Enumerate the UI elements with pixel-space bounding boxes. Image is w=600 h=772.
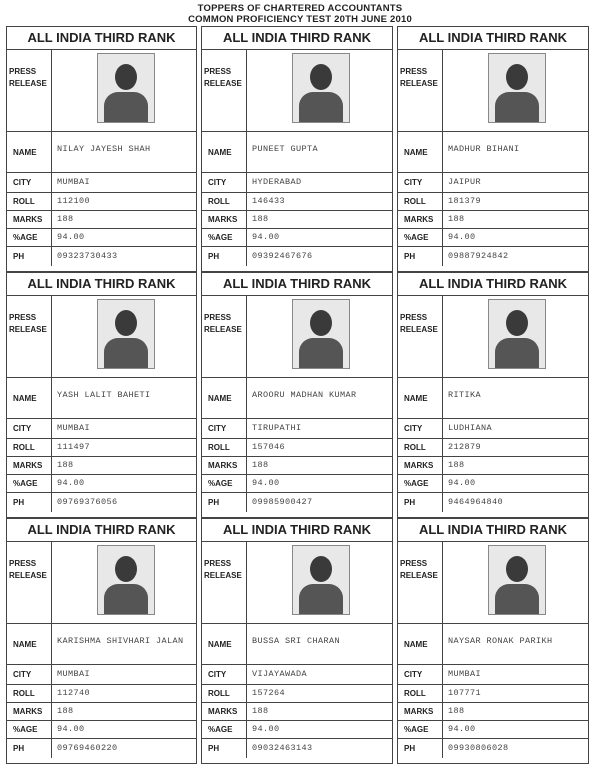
field-row-city	[202, 664, 392, 685]
field-row-ph	[398, 738, 588, 758]
field-row-marks	[398, 702, 588, 721]
field-label-marks: MARKS	[208, 706, 238, 716]
student-photo	[97, 545, 155, 615]
field-value-name: AROORU MADHAN KUMAR	[252, 390, 357, 400]
field-row-city	[202, 172, 392, 193]
field-row-marks	[7, 456, 196, 475]
student-photo	[292, 545, 350, 615]
field-label-city: CITY	[404, 423, 423, 433]
field-value-marks: 188	[448, 460, 465, 470]
field-value-ph: 9464964840	[448, 497, 504, 507]
press-release-row	[7, 295, 196, 378]
field-label-city: CITY	[208, 669, 227, 679]
field-value-ph: 09323730433	[57, 251, 118, 261]
field-label-roll: ROLL	[208, 442, 230, 452]
field-value-roll: 111497	[57, 442, 91, 452]
field-value-name: KARISHMA SHIVHARI JALAN	[57, 636, 184, 646]
field-value-pct: 94.00	[448, 724, 476, 734]
field-row-name	[398, 378, 588, 419]
field-value-pct: 94.00	[448, 232, 476, 242]
field-value-ph: 09930806028	[448, 743, 509, 753]
field-label-name: NAME	[208, 393, 232, 403]
field-value-roll: 181379	[448, 196, 482, 206]
field-value-ph: 09392467676	[252, 251, 313, 261]
field-row-marks	[7, 210, 196, 229]
field-row-ph	[398, 246, 588, 266]
page-header	[0, 4, 600, 25]
field-row-pct	[202, 474, 392, 493]
field-label-name: NAME	[208, 147, 232, 157]
field-value-roll: 157264	[252, 688, 286, 698]
field-value-roll: 112100	[57, 196, 91, 206]
field-label-city: CITY	[208, 423, 227, 433]
field-label-ph: PH	[404, 743, 416, 753]
field-row-roll	[202, 438, 392, 457]
topper-card	[201, 26, 393, 272]
field-label-city: CITY	[404, 177, 423, 187]
field-value-city: HYDERABAD	[252, 177, 302, 187]
topper-card	[397, 26, 589, 272]
field-value-name: MADHUR BIHANI	[448, 144, 520, 154]
field-value-marks: 188	[57, 460, 74, 470]
student-photo	[97, 53, 155, 123]
field-value-pct: 94.00	[57, 232, 85, 242]
press-release-row	[202, 295, 392, 378]
field-value-marks: 188	[448, 706, 465, 716]
field-value-city: JAIPUR	[448, 177, 482, 187]
field-value-ph: 09032463143	[252, 743, 313, 753]
field-label-pct: %AGE	[13, 724, 38, 734]
field-value-name: NAYSAR RONAK PARIKH	[448, 636, 553, 646]
field-label-name: NAME	[208, 639, 232, 649]
field-value-name: PUNEET GUPTA	[252, 144, 319, 154]
field-row-name	[202, 624, 392, 665]
field-label-ph: PH	[404, 497, 416, 507]
field-value-roll: 157046	[252, 442, 286, 452]
field-label-pct: %AGE	[208, 724, 233, 734]
press-release-label: PRESS RELEASE	[204, 313, 242, 334]
field-row-name	[398, 624, 588, 665]
topper-card	[6, 272, 197, 518]
topper-card	[201, 518, 393, 764]
field-row-city	[7, 418, 196, 439]
press-release-label: PRESS RELEASE	[204, 67, 242, 88]
field-label-name: NAME	[13, 393, 37, 403]
field-row-ph	[7, 738, 196, 758]
field-value-roll: 107771	[448, 688, 482, 698]
field-label-pct: %AGE	[404, 478, 429, 488]
field-label-marks: MARKS	[404, 214, 434, 224]
field-label-marks: MARKS	[13, 460, 43, 470]
field-label-city: CITY	[13, 423, 32, 433]
field-value-roll: 112740	[57, 688, 91, 698]
field-label-pct: %AGE	[13, 478, 38, 488]
field-label-ph: PH	[208, 743, 220, 753]
field-label-marks: MARKS	[13, 214, 43, 224]
field-value-city: MUMBAI	[57, 669, 91, 679]
press-release-label: PRESS RELEASE	[400, 313, 438, 334]
press-release-label: PRESS RELEASE	[9, 313, 47, 334]
field-label-ph: PH	[13, 251, 25, 261]
field-value-marks: 188	[57, 214, 74, 224]
field-label-ph: PH	[13, 497, 25, 507]
field-row-pct	[398, 474, 588, 493]
field-value-name: RITIKA	[448, 390, 482, 400]
rank-title: ALL INDIA THIRD RANK	[7, 273, 196, 296]
field-row-ph	[398, 492, 588, 512]
student-photo	[488, 545, 546, 615]
field-row-pct	[7, 720, 196, 739]
field-row-marks	[202, 210, 392, 229]
field-value-marks: 188	[252, 706, 269, 716]
field-row-city	[398, 172, 588, 193]
field-row-name	[202, 132, 392, 173]
field-value-pct: 94.00	[448, 478, 476, 488]
student-photo	[292, 299, 350, 369]
field-label-pct: %AGE	[404, 724, 429, 734]
field-value-city: MUMBAI	[448, 669, 482, 679]
field-label-roll: ROLL	[13, 442, 35, 452]
field-row-roll	[202, 684, 392, 703]
field-label-roll: ROLL	[404, 196, 426, 206]
field-value-marks: 188	[57, 706, 74, 716]
topper-card	[397, 518, 589, 764]
field-value-pct: 94.00	[57, 478, 85, 488]
field-row-name	[202, 378, 392, 419]
topper-card	[201, 272, 393, 518]
field-row-roll	[398, 684, 588, 703]
field-row-pct	[7, 228, 196, 247]
press-release-row	[398, 295, 588, 378]
field-label-marks: MARKS	[208, 214, 238, 224]
rank-title: ALL INDIA THIRD RANK	[7, 27, 196, 50]
field-label-ph: PH	[208, 497, 220, 507]
field-row-ph	[7, 492, 196, 512]
field-row-name	[398, 132, 588, 173]
field-row-ph	[202, 738, 392, 758]
field-value-city: VIJAYAWADA	[252, 669, 308, 679]
field-value-city: MUMBAI	[57, 423, 91, 433]
field-row-pct	[202, 720, 392, 739]
field-label-city: CITY	[404, 669, 423, 679]
rank-title: ALL INDIA THIRD RANK	[7, 519, 196, 542]
field-row-pct	[7, 474, 196, 493]
field-value-marks: 188	[252, 460, 269, 470]
field-value-marks: 188	[252, 214, 269, 224]
field-row-marks	[202, 702, 392, 721]
field-row-city	[7, 172, 196, 193]
field-value-ph: 09887924842	[448, 251, 509, 261]
field-row-roll	[7, 438, 196, 457]
field-label-marks: MARKS	[404, 460, 434, 470]
field-value-name: BUSSA SRI CHARAN	[252, 636, 341, 646]
press-release-label: PRESS RELEASE	[9, 67, 47, 88]
field-label-name: NAME	[404, 393, 428, 403]
field-label-pct: %AGE	[208, 232, 233, 242]
field-label-name: NAME	[404, 147, 428, 157]
field-value-city: MUMBAI	[57, 177, 91, 187]
field-row-pct	[202, 228, 392, 247]
field-row-marks	[398, 210, 588, 229]
field-value-ph: 09769376056	[57, 497, 118, 507]
field-row-roll	[7, 192, 196, 211]
field-row-marks	[398, 456, 588, 475]
field-value-pct: 94.00	[252, 232, 280, 242]
field-label-roll: ROLL	[404, 688, 426, 698]
field-label-ph: PH	[13, 743, 25, 753]
field-row-name	[7, 132, 196, 173]
field-value-ph: 09985900427	[252, 497, 313, 507]
field-label-roll: ROLL	[13, 196, 35, 206]
field-row-ph	[7, 246, 196, 266]
field-label-city: CITY	[208, 177, 227, 187]
field-value-pct: 94.00	[252, 724, 280, 734]
press-release-row	[7, 49, 196, 132]
field-row-roll	[7, 684, 196, 703]
field-label-pct: %AGE	[13, 232, 38, 242]
topper-card	[397, 272, 589, 518]
field-label-roll: ROLL	[404, 442, 426, 452]
field-label-name: NAME	[13, 639, 37, 649]
rank-title: ALL INDIA THIRD RANK	[202, 27, 392, 50]
press-release-row	[202, 541, 392, 624]
field-label-ph: PH	[208, 251, 220, 261]
press-release-row	[7, 541, 196, 624]
field-label-roll: ROLL	[208, 688, 230, 698]
press-release-label: PRESS RELEASE	[204, 559, 242, 580]
topper-card	[6, 26, 197, 272]
field-value-pct: 94.00	[57, 724, 85, 734]
field-row-ph	[202, 246, 392, 266]
field-label-name: NAME	[13, 147, 37, 157]
field-value-name: NILAY JAYESH SHAH	[57, 144, 151, 154]
field-row-name	[7, 624, 196, 665]
field-label-roll: ROLL	[208, 196, 230, 206]
field-label-marks: MARKS	[208, 460, 238, 470]
field-row-roll	[202, 192, 392, 211]
field-label-city: CITY	[13, 669, 32, 679]
field-label-pct: %AGE	[404, 232, 429, 242]
field-row-marks	[202, 456, 392, 475]
topper-card	[6, 518, 197, 764]
student-photo	[488, 299, 546, 369]
rank-title: ALL INDIA THIRD RANK	[202, 519, 392, 542]
field-value-marks: 188	[448, 214, 465, 224]
rank-title: ALL INDIA THIRD RANK	[202, 273, 392, 296]
field-value-pct: 94.00	[252, 478, 280, 488]
field-row-name	[7, 378, 196, 419]
field-value-ph: 09769460220	[57, 743, 118, 753]
field-value-name: YASH LALIT BAHETI	[57, 390, 151, 400]
student-photo	[97, 299, 155, 369]
field-row-city	[398, 418, 588, 439]
field-label-marks: MARKS	[404, 706, 434, 716]
header-subtitle: COMMON PROFICIENCY TEST 20TH JUNE 2010	[188, 13, 412, 25]
field-row-marks	[7, 702, 196, 721]
field-value-city: LUDHIANA	[448, 423, 493, 433]
field-row-roll	[398, 192, 588, 211]
rank-title: ALL INDIA THIRD RANK	[398, 273, 588, 296]
field-label-city: CITY	[13, 177, 32, 187]
field-row-roll	[398, 438, 588, 457]
press-release-label: PRESS RELEASE	[400, 559, 438, 580]
press-release-row	[202, 49, 392, 132]
press-release-label: PRESS RELEASE	[9, 559, 47, 580]
student-photo	[292, 53, 350, 123]
field-row-city	[398, 664, 588, 685]
press-release-label: PRESS RELEASE	[400, 67, 438, 88]
field-row-city	[202, 418, 392, 439]
field-value-roll: 146433	[252, 196, 286, 206]
rank-title: ALL INDIA THIRD RANK	[398, 519, 588, 542]
field-row-pct	[398, 228, 588, 247]
field-value-roll: 212879	[448, 442, 482, 452]
field-value-city: TIRUPATHI	[252, 423, 302, 433]
rank-title: ALL INDIA THIRD RANK	[398, 27, 588, 50]
field-label-roll: ROLL	[13, 688, 35, 698]
press-release-row	[398, 49, 588, 132]
header-title: TOPPERS OF CHARTERED ACCOUNTANTS	[197, 3, 403, 14]
field-label-ph: PH	[404, 251, 416, 261]
student-photo	[488, 53, 546, 123]
press-release-row	[398, 541, 588, 624]
field-label-marks: MARKS	[13, 706, 43, 716]
field-label-name: NAME	[404, 639, 428, 649]
field-row-pct	[398, 720, 588, 739]
field-label-pct: %AGE	[208, 478, 233, 488]
field-row-ph	[202, 492, 392, 512]
field-row-city	[7, 664, 196, 685]
